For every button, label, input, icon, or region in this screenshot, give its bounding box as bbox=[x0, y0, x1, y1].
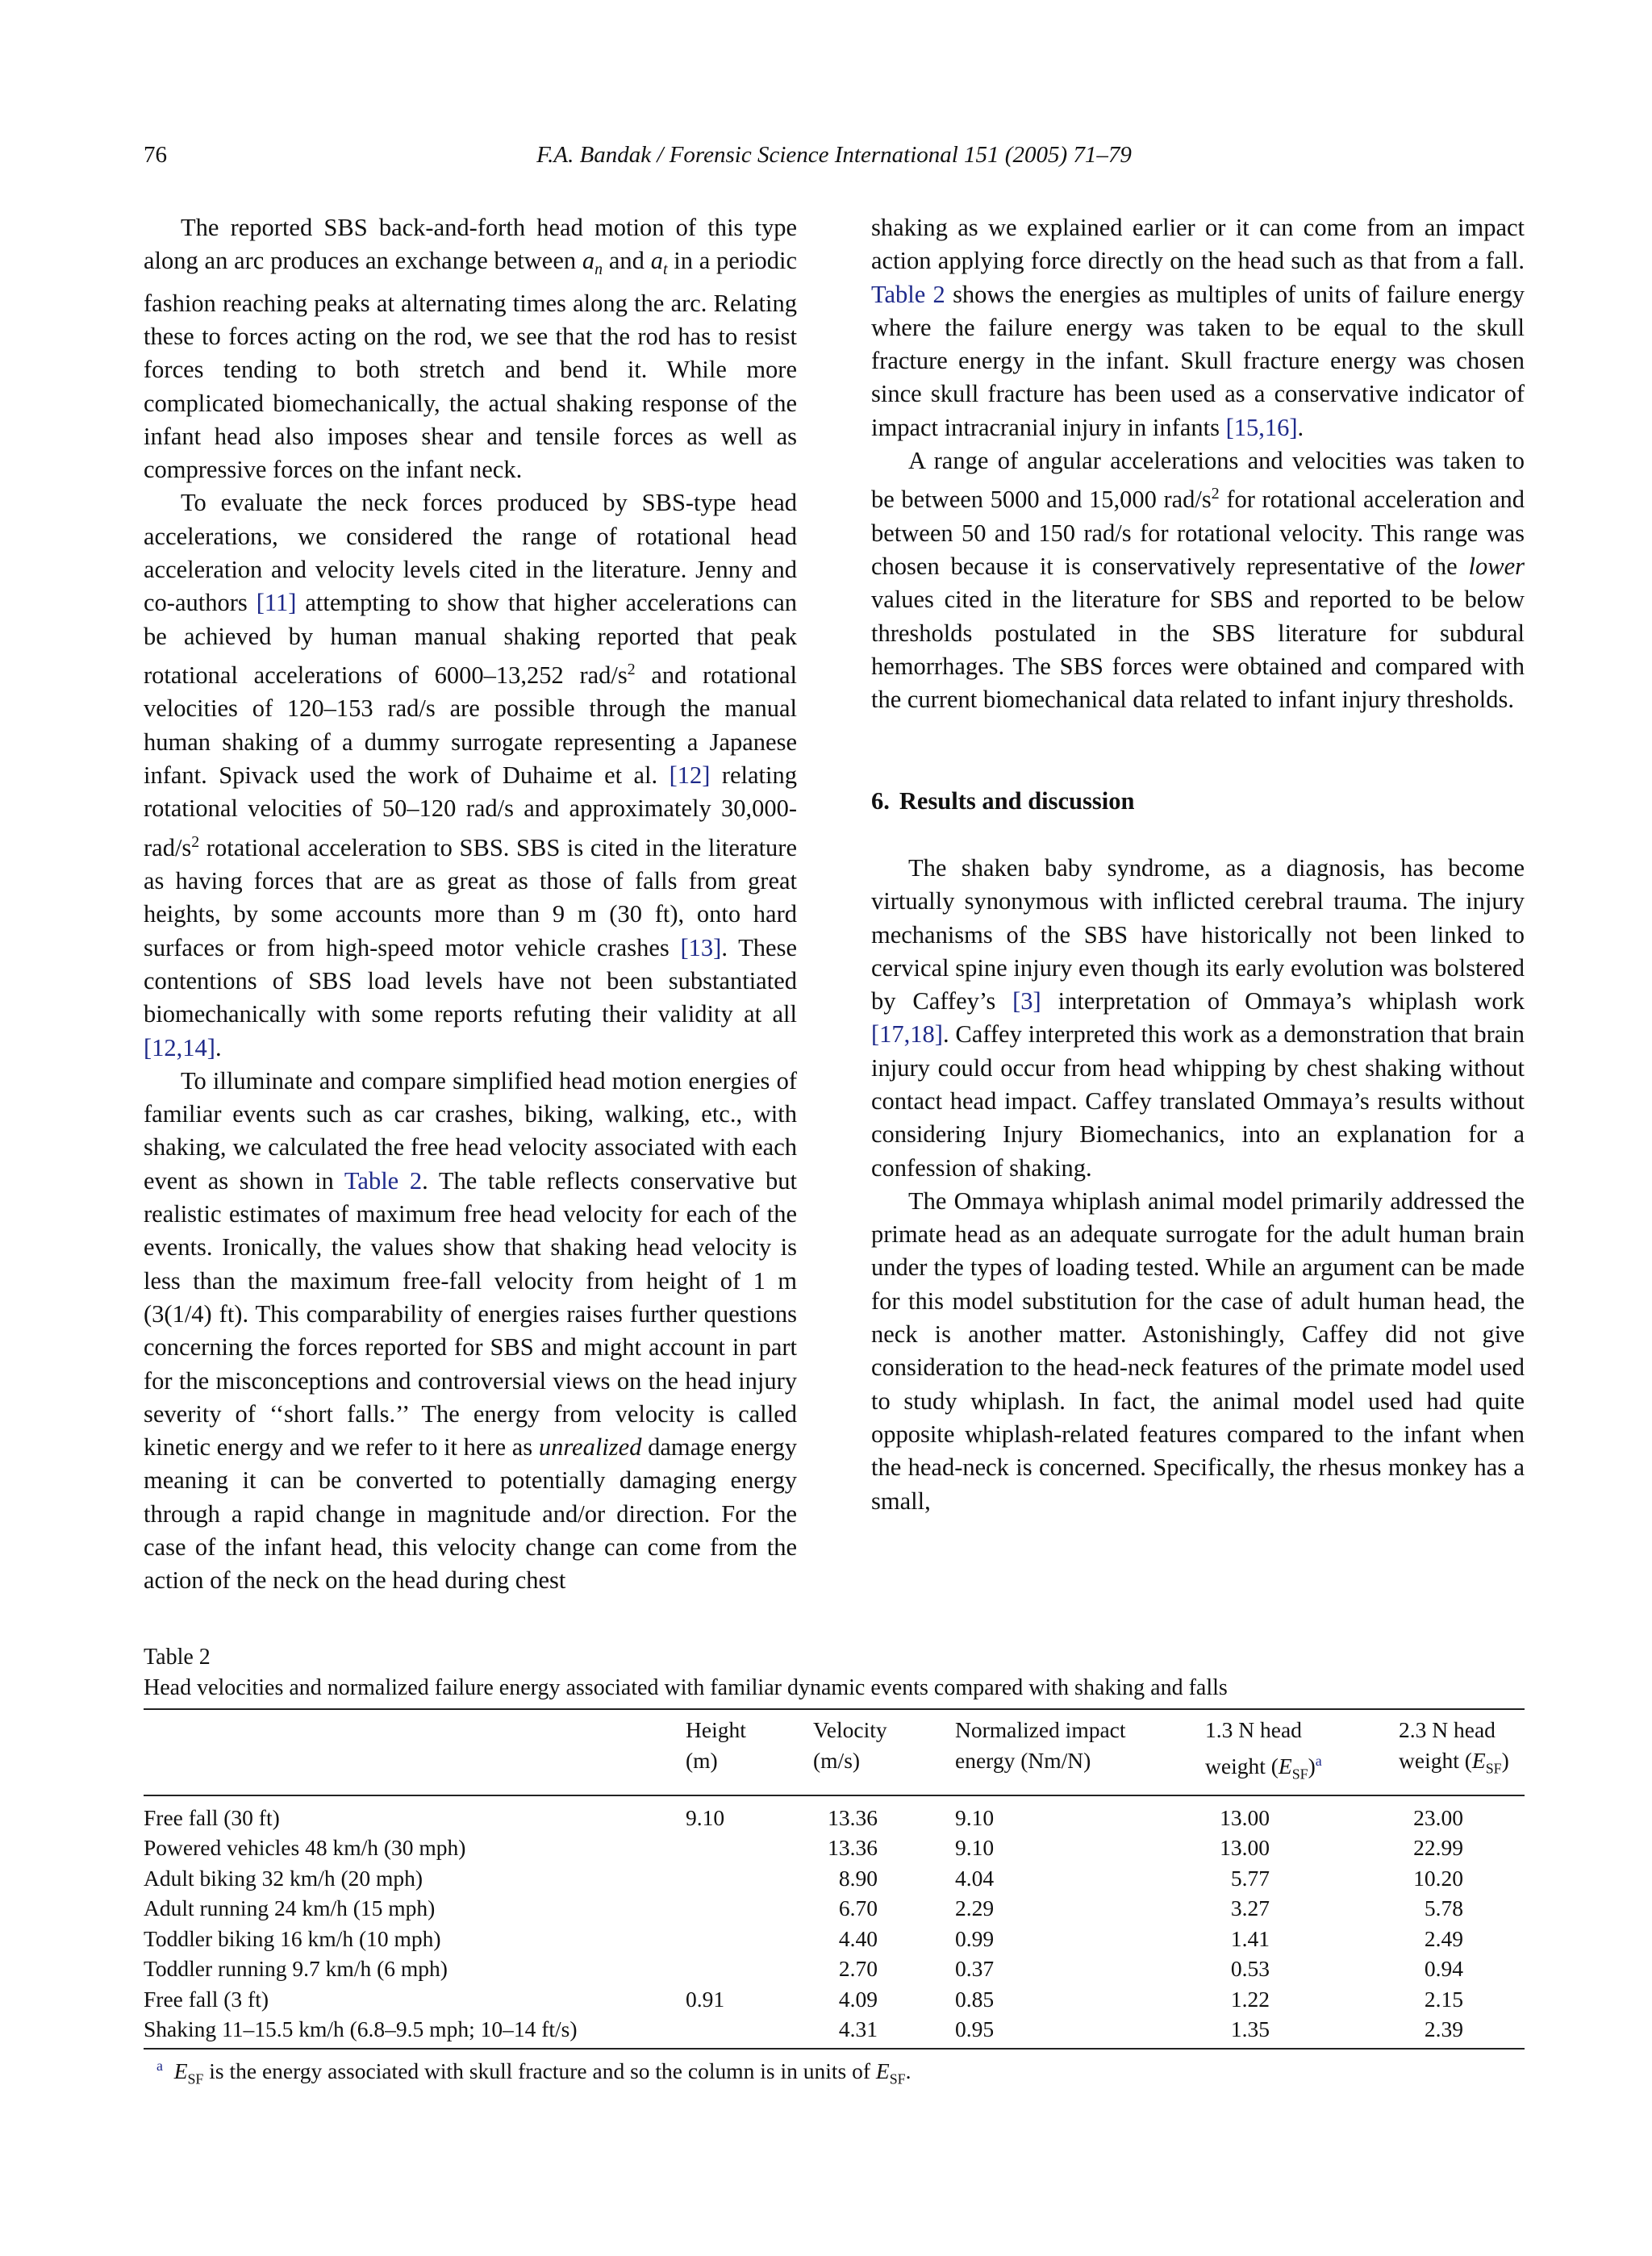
citation-link[interactable]: [17,18] bbox=[871, 1020, 943, 1049]
header-height: Height (m) bbox=[686, 1717, 746, 1773]
body-paragraph: The Ommaya whiplash animal model primarily addressed the primate head as an adequate surrogate for the adult human brain under the types of loading tested. While an argument can be made for this model substitution for the case of adult human head, the neck is another matter. Astonishingly, Caffey did not give consideration to the head-neck features of the primate model used to study whiplash. In fact, the animal model used had quite opposite whiplash-related features compared to the infant when the head-neck is concerned. Specifically, the rhesus monkey has a small, bbox=[871, 1186, 1525, 1515]
body-paragraph: shaking as we explained earlier or it can come from an impact action applying force directly on the head such as that from a fall. Table 2 shows the energies as multiples of units of failure energy where the failure energy was taken to be equal to the skull fracture energy in the infant. Skull fracture energy was chosen since skull fracture has been used as a conservative indicator of impact intracranial injury in infants [15,16]. bbox=[871, 214, 1525, 441]
cell-energy: 0.99 bbox=[955, 1925, 995, 1951]
cell-event: Free fall (30 ft) bbox=[144, 1804, 280, 1830]
table-footnote: $^a$ $E_{SF}$ is the energy associated with skull fracture and so the column is in units of $E_{SF}$. bbox=[156, 2057, 912, 2087]
table-row bbox=[144, 1795, 1525, 1833]
cell-height bbox=[686, 1833, 813, 1863]
body-paragraph: The reported SBS back-and-forth head motion of this type along an arc produces an exchange between $a_n$ and $a_t$ in a periodic fashion reaching peaks at alternating times along the arc. Relating these to forces acting on the rod, we see that the rod has to resist forces tending to both stretch and bend it. While more complicated biomechanically, the actual shaking response of the infant head also imposes shear and tensile forces as well as compressive forces on the infant neck. bbox=[144, 214, 797, 484]
right-column bbox=[871, 211, 1525, 1518]
cell-weight-13: 0.53 bbox=[1230, 1956, 1270, 1982]
footnote-marker[interactable]: a bbox=[1315, 1753, 1322, 1769]
cell-height bbox=[686, 1863, 813, 1894]
cell-weight-13: 1.22 bbox=[1230, 1986, 1270, 2012]
cell-energy: 9.10 bbox=[955, 1835, 995, 1861]
cell-velocity: 13.36 bbox=[828, 1835, 878, 1861]
section-heading bbox=[871, 785, 1525, 818]
table-row bbox=[144, 1833, 1525, 1863]
running-header bbox=[144, 142, 1525, 174]
cell-weight-13: 1.35 bbox=[1230, 2016, 1270, 2042]
cell-weight-13: 13.00 bbox=[1220, 1835, 1270, 1861]
table-link[interactable]: Table 2 bbox=[871, 280, 945, 308]
table-row bbox=[144, 1954, 1525, 1984]
cell-weight-23: 2.39 bbox=[1424, 2016, 1463, 2042]
cell-height bbox=[686, 1893, 813, 1924]
left-column bbox=[144, 211, 797, 1598]
cell-height bbox=[686, 1924, 813, 1954]
cell-event: Toddler running 9.7 km/h (6 mph) bbox=[144, 1956, 448, 1982]
cell-event: Toddler biking 16 km/h (10 mph) bbox=[144, 1925, 441, 1951]
citation-link[interactable]: [12,14] bbox=[144, 1033, 215, 1061]
section-number: 6. bbox=[871, 786, 890, 815]
table-header-row bbox=[144, 1709, 1525, 1795]
header-velocity: Velocity (m/s) bbox=[813, 1717, 887, 1773]
section-title: Results and discussion bbox=[899, 786, 1135, 815]
header-weight-23: 2.3 N head weight $(E_{SF})$ bbox=[1399, 1717, 1509, 1777]
body-paragraph: To evaluate the neck forces produced by SBS-type head accelerations, we considered the range of rotational head acceleration and velocity levels cited in the literature. Jenny and co-authors [11] attempting to show that higher accelerations can be achieved by human manual shaking reported that peak rotational accelerations of 6000–13,252 rad/$s^2$ and rotational velocities of 120–153 rad/s are possible through the manual human shaking of a dummy surrogate representing a Japanese infant. Spivack used the work of Duhaime et al. [12] relating rotational velocities of 50–120 rad/s and approximately $30,000-rad/s^2$ rotational acceleration to SBS. SBS is cited in the literature as having forces that are as great as those of falls from great heights, by some accounts more than 9 m (30 ft), onto hard surfaces or from high-speed motor vehicle crashes [13]. These contentions of SBS load levels have not been substantiated biomechanically with some reports refuting their validity at all [12,14]. bbox=[144, 489, 798, 1061]
cell-weight-13: 1.41 bbox=[1230, 1925, 1270, 1951]
header-event bbox=[144, 1709, 686, 1795]
citation-link[interactable]: [11] bbox=[256, 589, 297, 617]
table-link[interactable]: Table 2 bbox=[344, 1166, 423, 1195]
cell-event: Adult biking 32 km/h (20 mph) bbox=[144, 1865, 423, 1891]
table-caption: Head velocities and normalized failure energy associated with familiar dynamic events compared with shaking and falls bbox=[144, 1675, 1228, 1700]
cell-height bbox=[686, 2014, 813, 2049]
table-row bbox=[144, 1924, 1525, 1954]
cell-weight-13: 5.77 bbox=[1230, 1865, 1270, 1891]
cell-velocity: 2.70 bbox=[838, 1956, 878, 1982]
cell-weight-23: 2.15 bbox=[1424, 1986, 1463, 2012]
table-block bbox=[144, 1642, 1525, 2087]
header-weight-13: 1.3 N head weight $(E_{SF})^a$ bbox=[1205, 1717, 1322, 1783]
cell-weight-23: 5.78 bbox=[1424, 1895, 1463, 1921]
cell-event: Adult running 24 km/h (15 mph) bbox=[144, 1895, 436, 1921]
cell-weight-23: 2.49 bbox=[1424, 1925, 1463, 1951]
cell-velocity: 6.70 bbox=[838, 1895, 878, 1921]
cell-weight-13: 3.27 bbox=[1230, 1895, 1270, 1921]
cell-velocity: 8.90 bbox=[838, 1865, 878, 1891]
header-energy: Normalized impact energy (Nm/N) bbox=[955, 1717, 1126, 1773]
data-table bbox=[144, 1708, 1525, 2050]
table-row bbox=[144, 1863, 1525, 1894]
cell-height: 9.10 bbox=[686, 1804, 725, 1830]
cell-weight-23: 0.94 bbox=[1424, 1956, 1463, 1982]
cell-velocity: 4.40 bbox=[838, 1925, 878, 1951]
cell-energy: 9.10 bbox=[955, 1804, 995, 1830]
cell-event: Shaking 11–15.5 km/h (6.8–9.5 mph; 10–14 ft/s) bbox=[144, 2016, 578, 2042]
body-paragraph: A range of angular accelerations and velocities was taken to be between 5000 and 15,000 rad/$s^2$ for rotational acceleration and between 50 and 150 rad/s for rotational velocity. This range was chosen because it is conservatively representative of the lower values cited in the literature for SBS and reported to be below thresholds postulated in the SBS literature for subdural hemorrhages. The SBS forces were obtained and compared with the current biomechanical data related to infant injury thresholds. bbox=[871, 447, 1525, 714]
cell-weight-23: 10.20 bbox=[1413, 1865, 1463, 1891]
citation-link[interactable]: [12] bbox=[669, 761, 711, 789]
citation-link[interactable]: [13] bbox=[680, 933, 722, 961]
table-row bbox=[144, 2014, 1525, 2049]
cell-velocity: 4.09 bbox=[838, 1986, 878, 2012]
cell-energy: 4.04 bbox=[955, 1865, 995, 1891]
cell-event: Free fall (3 ft) bbox=[144, 1986, 269, 2012]
cell-energy: 2.29 bbox=[955, 1895, 995, 1921]
cell-velocity: 4.31 bbox=[838, 2016, 878, 2042]
cell-velocity: 13.36 bbox=[828, 1804, 878, 1830]
table-label: Table 2 bbox=[144, 1645, 211, 1670]
table-row bbox=[144, 1893, 1525, 1924]
body-paragraph: The shaken baby syndrome, as a diagnosis, has become virtually synonymous with inflicted cerebral trauma. The injury mechanisms of the SBS have historically not been linked to cervical spine injury even though its early evolution was bolstered by Caffey’s [3] interpretation of Ommaya’s whiplash work [17,18]. Caffey interpreted this work as a demonstration that brain injury could occur from head whipping by chest shaking without contact head impact. Caffey translated Ommaya’s results without considering Injury Biomechanics, into an explanation for a confession of shaking. bbox=[871, 853, 1525, 1182]
cell-weight-13: 13.00 bbox=[1220, 1804, 1270, 1830]
cell-event: Powered vehicles 48 km/h (30 mph) bbox=[144, 1835, 466, 1861]
citation-link[interactable]: [3] bbox=[1012, 987, 1041, 1015]
table-row bbox=[144, 1984, 1525, 2015]
page-number: 76 bbox=[144, 142, 167, 168]
cell-weight-23: 23.00 bbox=[1413, 1804, 1463, 1830]
cell-energy: 0.37 bbox=[955, 1956, 995, 1982]
cell-energy: 0.95 bbox=[955, 2016, 995, 2042]
citation-link[interactable]: [15,16] bbox=[1225, 413, 1298, 441]
cell-weight-23: 22.99 bbox=[1413, 1835, 1463, 1861]
cell-height: 0.91 bbox=[686, 1986, 725, 2012]
cell-energy: 0.85 bbox=[955, 1986, 995, 2012]
body-paragraph: To illuminate and compare simplified head motion energies of familiar events such as car crashes, biking, walking, etc., with shaking, we calculated the free head velocity associated with each event as shown in Table 2. The table reflects conservative but realistic estimates of maximum free head velocity for each of the events. Ironically, the values show that shaking head velocity is less than the maximum free-fall velocity from height of 1 m (3(1/4) ft). This comparability of energies raises further questions concerning the forces reported for SBS and might account in part for the misconceptions and controversial views on the head injury severity of ‘‘short falls.’’ The energy from velocity is called kinetic energy and we refer to it here as unrealized damage energy meaning it can be converted to potentially damaging energy through a rapid change in magnitude and/or direction. For the case of the infant head, this velocity change can come from the action of the neck on the head during chest bbox=[144, 1066, 798, 1595]
cell-height bbox=[686, 1954, 813, 1984]
table-body bbox=[144, 1795, 1525, 2049]
running-title: F.A. Bandak / Forensic Science International 151 (2005) 71–79 bbox=[536, 142, 1132, 168]
